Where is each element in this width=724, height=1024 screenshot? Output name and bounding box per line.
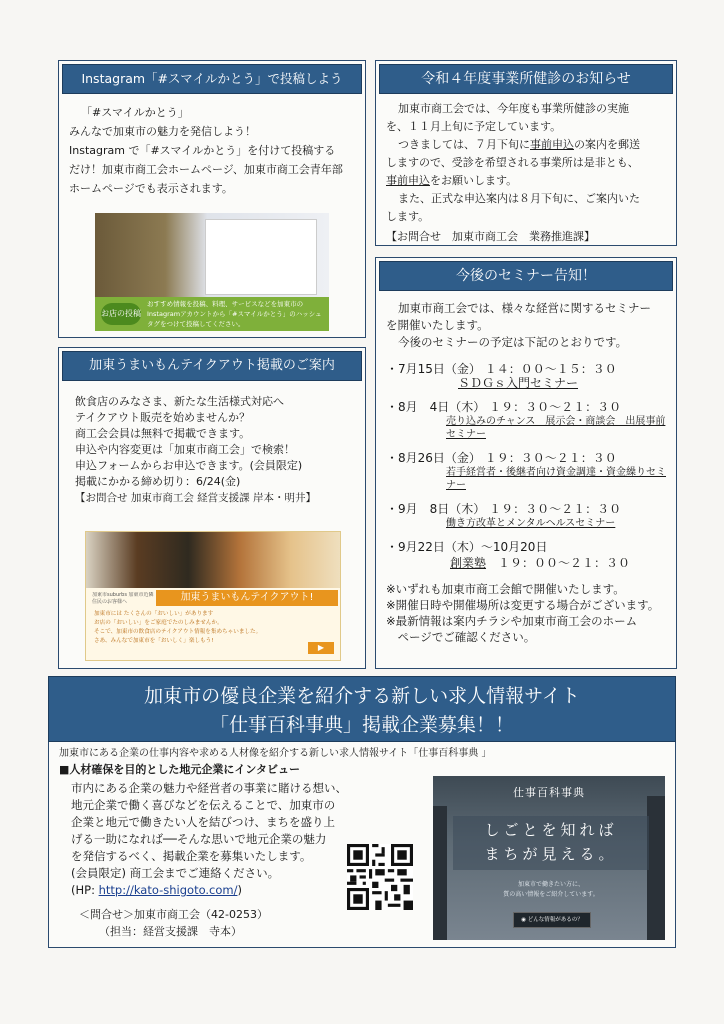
takeout-image-line: 加東市には たくさんの「おいしい」があります <box>94 611 214 617</box>
takeout-line: テイクアウト販売を始めませんか？ <box>75 411 251 424</box>
seminar-header: 今後のセミナー告知！ <box>379 261 673 291</box>
seminar-item-title-time <box>386 555 666 571</box>
seminar-item-datetime <box>386 399 666 415</box>
jobs-site-button[interactable] <box>513 912 591 928</box>
jobs-body-line: 企業と地元で働きたい人を結びつけ、まちを盛り上 <box>71 815 336 829</box>
takeout-line: 商工会会員は無料で掲載できます。 <box>75 427 251 440</box>
seminar-notes <box>386 581 666 645</box>
seminar-item-title: 若手経営者・後継者向け資金調達・資金繰りセミナー <box>446 467 666 491</box>
instagram-line: みんなで加東市の魅力を発信しよう！ <box>69 125 256 138</box>
seminar-item <box>386 539 666 571</box>
checkup-section <box>375 60 677 246</box>
seminar-time: １９：３０～２１：３０ <box>489 400 622 414</box>
seminar-time: １９：３０～２１：３０ <box>484 451 617 465</box>
takeout-line: 飲食店のみなさま、新たな生活様式対応へ <box>75 395 284 408</box>
takeout-image-line: そこで、加東市の飲食店のテイクアウト情報を集めちゃいました。 <box>94 629 262 635</box>
jobs-section <box>48 742 676 948</box>
takeout-image-title: 加東うまいもんテイクアウト! <box>156 590 338 606</box>
seminar-note: ※いずれも加東市商工会館で開催いたします。 <box>386 582 625 596</box>
jobs-site-headline <box>453 816 649 870</box>
seminar-time: １４：００～１５：３０ <box>484 362 617 376</box>
jobs-hp-close: ) <box>237 883 242 897</box>
takeout-image-line: さあ、みんなで加東市を「おいしく」楽しもう! <box>94 638 214 644</box>
seminar-item <box>386 450 666 492</box>
seminar-date: ・8月 4日（木） <box>386 400 486 414</box>
takeout-image-text <box>94 610 314 646</box>
seminar-note: ※最新情報は案内チラシや加東市商工会のホーム <box>386 614 638 628</box>
checkup-text-span: の案内を郵送 <box>574 138 640 151</box>
takeout-arrow-icon: ▶ <box>308 642 334 654</box>
jobs-banner-line1: 加東市の優良企業を紹介する新しい求人情報サイト <box>144 685 580 707</box>
jobs-site-headline-line: まちが見える。 <box>484 845 618 863</box>
seminar-time: １９：３０～２１：３０ <box>489 502 622 516</box>
instagram-badge: お店の投稿 <box>101 303 141 325</box>
jobs-subhead: ■人材確保を目的とした地元企業にインタビュー <box>59 763 300 776</box>
qr-code[interactable] <box>347 844 413 910</box>
takeout-image-line: お店の「おいしい」をご家庭でたのしみませんか。 <box>94 620 223 626</box>
checkup-line: 加東市商工会では、今年度も事業所健診の実施 <box>398 102 629 115</box>
jobs-body-line: (会員限定) 商工会までご連絡ください。 <box>71 866 280 880</box>
seminar-text <box>376 294 676 649</box>
seminar-note: ※開催日時や開催場所は変更する場合がございます。 <box>386 598 660 612</box>
seminar-item-datetime <box>386 501 666 517</box>
checkup-preapply: 事前申込 <box>530 138 574 151</box>
jobs-contact-line: （担当：経営支援課 寺本） <box>99 925 242 938</box>
jobs-body-line: 地元企業で働く喜びなどを伝えることで、加東市の <box>71 798 336 812</box>
instagram-line: だけ！加東市商工会ホームページ、加東市商工会青年部 <box>69 163 343 176</box>
takeout-line: 掲載にかかる締め切り：6/24(金) <box>75 475 241 488</box>
takeout-header: 加東うまいもんテイクアウト掲載のご案内 <box>62 351 362 381</box>
jobs-hp-label: (HP: <box>71 883 99 897</box>
instagram-section <box>58 60 366 338</box>
jobs-contact <box>79 906 268 940</box>
seminar-note: ページでご確認ください。 <box>386 630 536 644</box>
takeout-text <box>59 384 365 510</box>
takeout-line: 【お問合せ 加東市商工会 経営支援課 岸本・明井】 <box>75 492 317 504</box>
checkup-line: します。 <box>386 210 430 223</box>
seminar-item-title: 働き方改革とメンタルヘルスセミナー <box>446 518 616 529</box>
instagram-line: ホームページでも表示されます。 <box>69 182 233 195</box>
jobs-banner-line2: 「仕事百科事典」掲載企業募集！！ <box>209 714 514 736</box>
jobs-site-sub-line: 加東市で働きたい方に、 <box>517 881 584 888</box>
seminar-item <box>386 501 666 530</box>
seminar-date: ・7月15日（金） <box>386 362 481 376</box>
checkup-line: しますので、受診を希望される事業所は是非とも、 <box>386 156 639 169</box>
seminar-item-datetime <box>386 361 666 377</box>
jobs-body-line: を発信するべく、掲載企業を募集いたします。 <box>71 849 312 863</box>
jobs-site-button-label: どんな情報があるの？ <box>527 917 583 923</box>
instagram-phone-mock <box>205 219 317 295</box>
jobs-contact-line: ＜問合せ＞加東市商工会（42-0253） <box>79 908 268 921</box>
jobs-site-photo-right <box>647 796 665 940</box>
seminar-intro: を開催いたします。 <box>386 318 489 332</box>
takeout-food-photo <box>86 532 341 588</box>
checkup-line: を、１１月上旬に予定しています。 <box>386 120 562 133</box>
takeout-line: 申込や内容変更は「加東市商工会」で検索！ <box>75 443 295 456</box>
seminar-item-title: ＳＤＧｓ入門セミナー <box>458 376 579 390</box>
checkup-line <box>386 136 666 154</box>
checkup-text-span: をお願いします。 <box>430 174 518 187</box>
jobs-body-line: げる一助になれば──そんな思いで地元企業の魅力 <box>71 832 327 846</box>
jobs-intro: 加東市にある企業の仕事内容や求める人材像を紹介する新しい求人情報サイト「仕事百科事典 」 <box>59 748 492 759</box>
seminar-time: １９：００～２１：３０ <box>498 556 631 570</box>
jobs-body-line: 市内にある企業の魅力や経営者の事業に賭ける想い、 <box>71 781 347 795</box>
seminar-section <box>375 257 677 669</box>
seminar-intro: 加東市商工会では、様々な経営に関するセミナー <box>398 301 651 315</box>
checkup-text-span: つきましては、７月下旬に <box>398 138 530 151</box>
takeout-section <box>58 347 366 669</box>
seminar-date: ・9月 8日（木） <box>386 502 486 516</box>
checkup-contact: 【お問合せ 加東市商工会 業務推進課】 <box>386 230 595 243</box>
instagram-caption: おすすめ情報を投稿、料理、サービスなどを加東市のInstagramアカウントから「#スマイルかとう」のハッシュタグをつけて投稿してください。 <box>147 300 322 328</box>
instagram-line: 「#スマイルかとう」 <box>81 106 189 119</box>
seminar-item-datetime <box>386 450 666 466</box>
seminar-item-title: 売り込みのチャンス 展示会・商談会 出展事前セミナー <box>446 416 666 440</box>
takeout-line: 申込フォームからお申込できます。(会員限定) <box>75 459 303 472</box>
takeout-image <box>85 531 341 661</box>
seminar-item <box>386 361 666 390</box>
checkup-header: 令和４年度事業所健診のお知らせ <box>379 64 673 94</box>
jobs-site-image[interactable] <box>433 776 665 940</box>
seminar-title: 創業塾 <box>450 556 487 570</box>
seminar-date: ・8月26日（金） <box>386 451 481 465</box>
instagram-header: Instagram「#スマイルかとう」で投稿しよう <box>62 64 362 94</box>
checkup-line: また、正式な申込案内は８月下旬に、ご案内いた <box>398 192 640 205</box>
jobs-site-photo-left <box>433 806 447 940</box>
info-icon: ◉ <box>521 917 528 923</box>
instagram-line: Instagram で「#スマイルかとう」を付けて投稿する <box>69 144 336 157</box>
jobs-banner <box>48 676 676 742</box>
checkup-preapply: 事前申込 <box>386 174 430 187</box>
jobs-site-sub-line: 質の高い情報をご紹介しています。 <box>503 891 599 898</box>
jobs-site-sub <box>463 880 639 900</box>
checkup-text <box>376 97 676 250</box>
takeout-image-small: 加東市suburbs 加東市近隣住民のお客様へ <box>92 592 154 605</box>
seminar-item-date: ・9月22日（木）～10月20日 <box>386 540 548 554</box>
seminar-item <box>386 399 666 441</box>
seminar-intro: 今後のセミナーの予定は下記のとおりです。 <box>398 335 628 349</box>
instagram-image <box>95 213 329 331</box>
instagram-text <box>59 97 365 202</box>
checkup-line <box>386 172 666 190</box>
jobs-site-headline-line: しごとを知れば <box>484 821 618 839</box>
jobs-hp-link[interactable]: http://kato-shigoto.com/ <box>98 883 238 897</box>
jobs-site-logo: 仕事百科事典 <box>513 786 585 799</box>
